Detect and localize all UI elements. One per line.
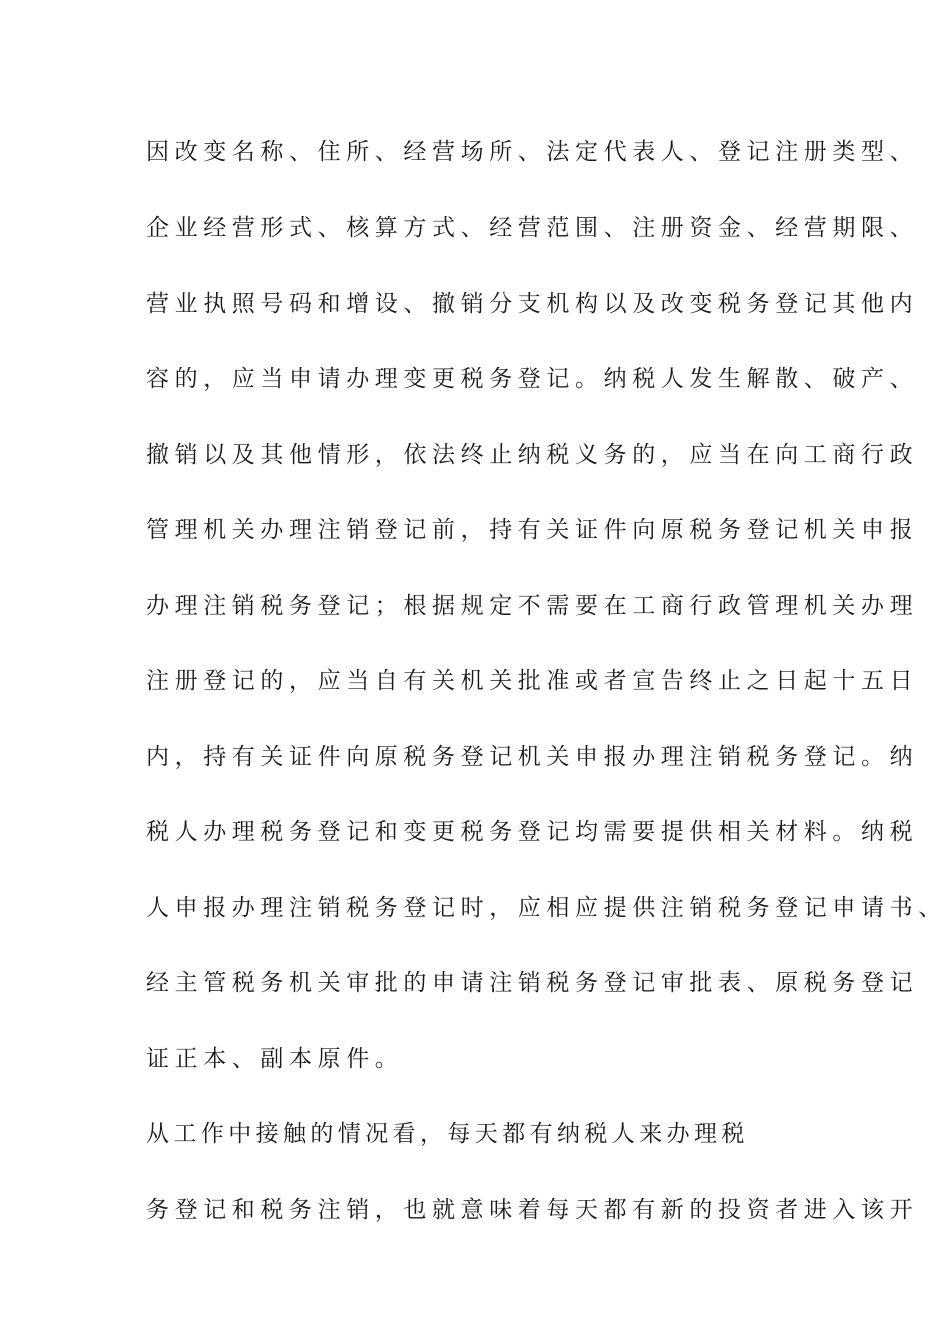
text-line: 管理机关办理注销登记前，持有关证件向原税务登记机关申报 — [146, 517, 919, 543]
text-line: 经主管税务机关审批的申请注销税务登记审批表、原税务登记 — [146, 970, 919, 996]
text-line: 证正本、副本原件。 — [146, 1046, 404, 1072]
text-line: 企业经营形式、核算方式、经营范围、注册资金、经营期限、 — [146, 215, 919, 241]
text-line: 人申报办理注销税务登记时，应相应提供注销税务登记申请书、 — [146, 895, 947, 921]
text-line: 务登记和税务注销，也就意味着每天都有新的投资者进入该开 — [146, 1197, 919, 1223]
text-line: 办理注销税务登记；根据规定不需要在工商行政管理机关办理 — [146, 593, 919, 619]
text-line: 从工作中接触的情况看，每天都有纳税人来办理税 — [146, 1121, 749, 1147]
text-line: 营业执照号码和增设、撤销分支机构以及改变税务登记其他内 — [146, 291, 919, 317]
text-line: 因改变名称、住所、经营场所、法定代表人、登记注册类型、 — [146, 139, 919, 165]
text-line: 撤销以及其他情形，依法终止纳税义务的，应当在向工商行政 — [146, 442, 919, 468]
text-line: 内，持有关证件向原税务登记机关申报办理注销税务登记。纳 — [146, 744, 919, 770]
text-line: 容的，应当申请办理变更税务登记。纳税人发生解散、破产、 — [146, 366, 919, 392]
text-line: 注册登记的，应当自有关机关批准或者宣告终止之日起十五日 — [146, 668, 919, 694]
text-line: 税人办理税务登记和变更税务登记均需要提供相关材料。纳税 — [146, 819, 919, 845]
